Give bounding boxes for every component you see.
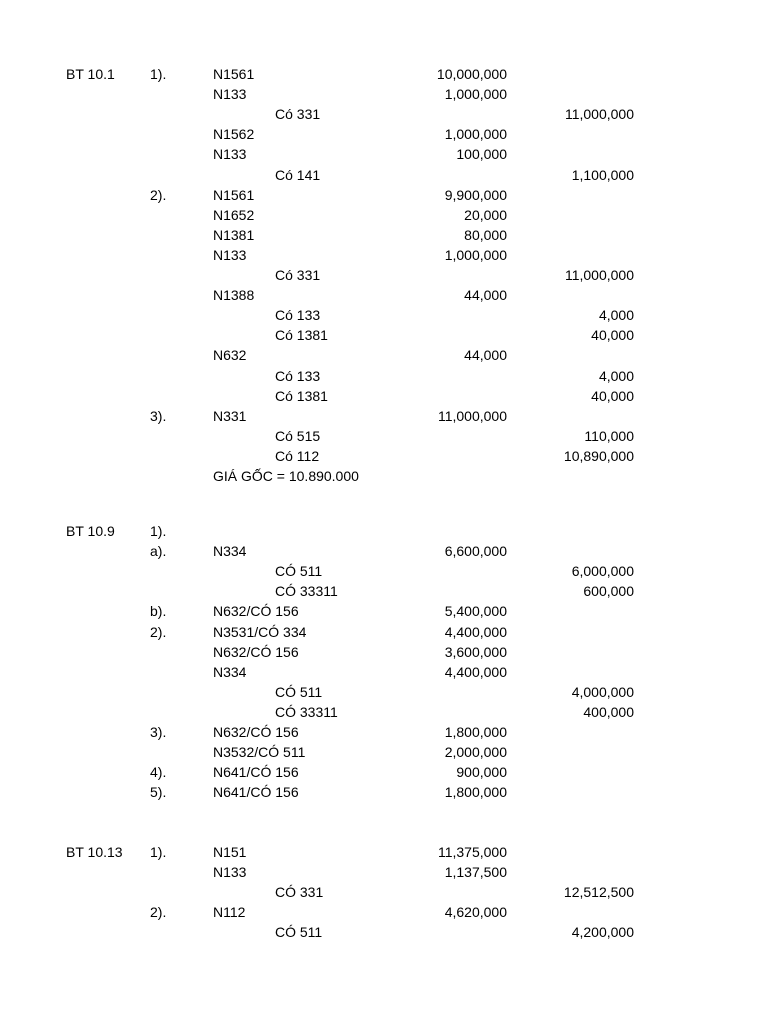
credit-account: CÓ 511 — [275, 563, 323, 580]
debit-account: N151 — [213, 844, 247, 860]
journal-row — [0, 124, 768, 144]
journal-row — [0, 265, 768, 285]
journal-row — [0, 902, 768, 922]
debit-account: N1381 — [213, 226, 255, 243]
debit-account: N133 — [213, 86, 247, 103]
journal-row — [0, 386, 768, 406]
credit-amount: 11,000,000 — [564, 267, 634, 283]
journal-row — [0, 245, 768, 265]
step-label: 2). — [150, 623, 167, 640]
journal-row — [0, 561, 768, 581]
debit-amount: 11,000,000 — [437, 407, 507, 424]
journal-row — [0, 521, 768, 541]
debit-account: N641/CÓ 156 — [213, 784, 299, 801]
step-label: 3). — [150, 724, 167, 740]
credit-amount: 4,000 — [598, 367, 634, 384]
debit-account: N641/CÓ 156 — [213, 764, 299, 781]
credit-account: Có 133 — [275, 307, 321, 324]
exercise-title: BT 10.9 — [66, 523, 115, 539]
debit-account: N334 — [213, 663, 247, 680]
debit-account: N1652 — [213, 206, 255, 223]
journal-row — [0, 104, 768, 124]
credit-amount: 12,512,500 — [563, 884, 634, 901]
debit-amount: 20,000 — [464, 206, 507, 223]
debit-account: N112 — [213, 904, 246, 921]
debit-amount: 1,000,000 — [444, 86, 507, 103]
debit-account: N1388 — [213, 287, 255, 304]
credit-account: Có 331 — [275, 106, 321, 123]
debit-amount: 2,000,000 — [444, 744, 507, 761]
debit-account: N632/CÓ 156 — [213, 724, 299, 740]
credit-account: Có 1381 — [275, 327, 328, 344]
credit-amount: 600,000 — [583, 583, 634, 600]
journal-row — [0, 581, 768, 601]
debit-account: N334 — [213, 543, 247, 560]
debit-amount: 1,800,000 — [444, 724, 507, 740]
credit-amount: 4,200,000 — [571, 924, 634, 941]
debit-amount: 44,000 — [464, 347, 507, 364]
journal-row — [0, 466, 768, 486]
debit-account: N3532/CÓ 511 — [213, 744, 306, 761]
credit-amount: 40,000 — [591, 387, 634, 404]
debit-amount: 4,400,000 — [444, 663, 507, 680]
step-label: 1). — [150, 66, 167, 82]
debit-account: N3531/CÓ 334 — [213, 623, 307, 640]
journal-row — [0, 406, 768, 426]
credit-account: Có 141 — [275, 166, 321, 183]
credit-account: Có 331 — [275, 267, 321, 283]
debit-amount: 4,620,000 — [444, 904, 507, 921]
journal-row — [0, 922, 768, 942]
debit-amount: 11,375,000 — [437, 844, 507, 860]
step-label: 1). — [150, 844, 167, 860]
debit-account: N632 — [213, 347, 247, 364]
debit-amount: 9,900,000 — [444, 186, 507, 203]
debit-amount: 80,000 — [464, 226, 507, 243]
debit-amount: 1,000,000 — [444, 126, 507, 143]
credit-account: CÓ 33311 — [275, 703, 338, 720]
journal-row — [0, 205, 768, 225]
journal-row — [0, 305, 768, 325]
debit-account: N133 — [213, 246, 247, 263]
journal-row — [0, 862, 768, 882]
journal-row — [0, 662, 768, 682]
credit-account: CÓ 331 — [275, 884, 324, 901]
journal-row — [0, 541, 768, 561]
credit-account: CÓ 33311 — [275, 583, 338, 600]
credit-amount: 40,000 — [591, 327, 634, 344]
debit-amount: 1,800,000 — [444, 784, 507, 801]
journal-row — [0, 722, 768, 742]
step-label: a). — [150, 543, 167, 560]
journal-row — [0, 225, 768, 245]
debit-account: N133 — [213, 864, 247, 881]
journal-row — [0, 64, 768, 84]
journal-row — [0, 446, 768, 466]
journal-row — [0, 642, 768, 662]
journal-row — [0, 842, 768, 862]
credit-amount: 1,100,000 — [571, 166, 634, 183]
journal-row — [0, 426, 768, 446]
credit-amount: 4,000,000 — [571, 683, 634, 700]
credit-account: CÓ 511 — [275, 924, 323, 941]
debit-account: N1562 — [213, 126, 255, 143]
credit-amount: 110,000 — [584, 427, 634, 444]
credit-account: Có 133 — [275, 367, 321, 384]
journal-row — [0, 84, 768, 104]
step-label: 2). — [150, 904, 167, 921]
debit-amount: 44,000 — [464, 287, 507, 304]
credit-account: Có 515 — [275, 427, 321, 444]
credit-account: Có 1381 — [275, 387, 328, 404]
debit-account: N1561 — [213, 66, 255, 82]
debit-account: N632/CÓ 156 — [213, 603, 299, 620]
journal-row — [0, 366, 768, 386]
debit-account: N133 — [213, 146, 247, 163]
journal-row — [0, 622, 768, 642]
step-label: 5). — [150, 784, 167, 801]
debit-amount: 1,000,000 — [444, 246, 507, 263]
credit-account: CÓ 511 — [275, 683, 323, 700]
debit-amount: 10,000,000 — [436, 66, 507, 82]
debit-amount: 4,400,000 — [444, 623, 507, 640]
journal-row — [0, 762, 768, 782]
exercise-title: BT 10.13 — [66, 844, 123, 860]
journal-row — [0, 185, 768, 205]
debit-amount: 900,000 — [456, 764, 507, 781]
debit-account: N1561 — [213, 186, 255, 203]
debit-amount: 100,000 — [456, 146, 507, 163]
step-label: 3). — [150, 407, 167, 424]
journal-row — [0, 702, 768, 722]
credit-amount: 10,890,000 — [563, 447, 634, 464]
journal-row — [0, 345, 768, 365]
journal-row — [0, 682, 768, 702]
journal-row — [0, 285, 768, 305]
debit-account: GIÁ GỐC = 10.890.000 — [213, 468, 359, 484]
journal-row — [0, 882, 768, 902]
credit-amount: 400,000 — [583, 703, 634, 720]
step-label: b). — [150, 603, 167, 620]
journal-row — [0, 325, 768, 345]
journal-row — [0, 144, 768, 164]
credit-account: Có 112 — [275, 447, 320, 464]
credit-amount: 11,000,000 — [564, 106, 634, 123]
credit-amount: 4,000 — [598, 307, 634, 324]
step-label: 2). — [150, 186, 167, 203]
step-label: 1). — [150, 523, 167, 539]
credit-amount: 6,000,000 — [571, 563, 634, 580]
debit-amount: 5,400,000 — [444, 603, 507, 620]
exercise-title: BT 10.1 — [66, 66, 115, 82]
debit-amount: 1,137,500 — [444, 864, 507, 881]
journal-row — [0, 165, 768, 185]
debit-amount: 3,600,000 — [444, 643, 507, 660]
journal-row — [0, 742, 768, 762]
debit-amount: 6,600,000 — [444, 543, 507, 560]
debit-account: N331 — [213, 407, 247, 424]
step-label: 4). — [150, 764, 167, 781]
debit-account: N632/CÓ 156 — [213, 643, 299, 660]
journal-row — [0, 782, 768, 802]
journal-row — [0, 601, 768, 621]
